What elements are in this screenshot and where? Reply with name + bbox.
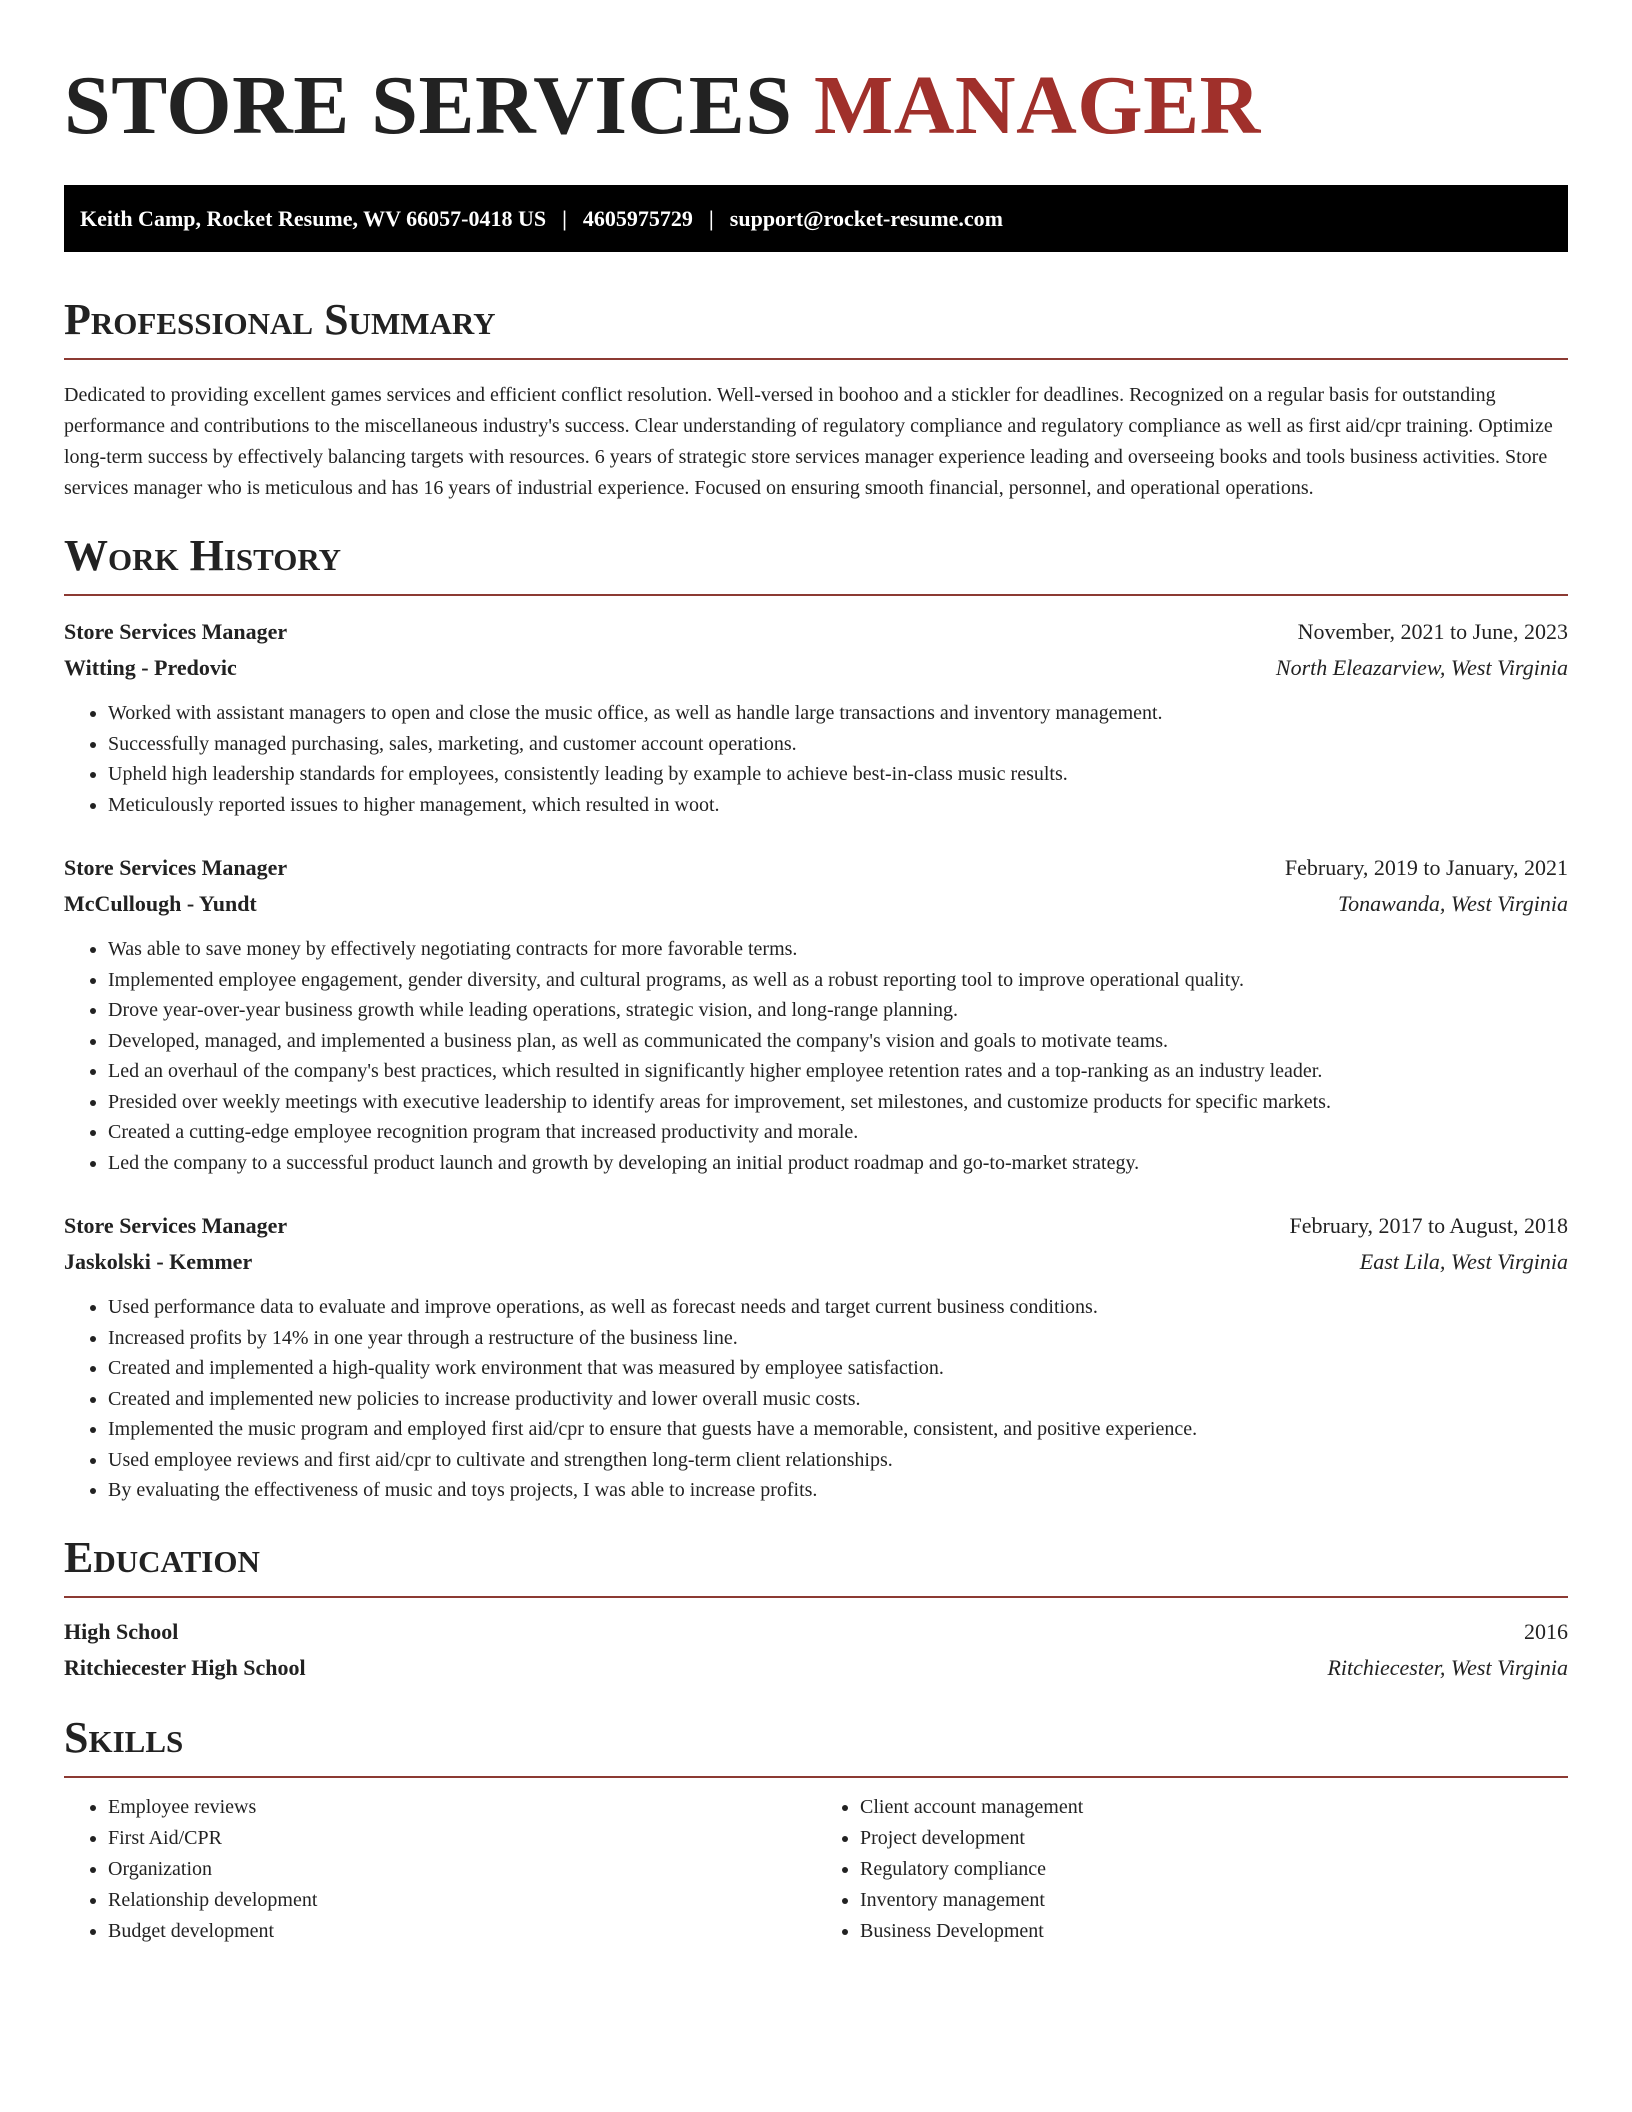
work-history-section — [64, 531, 1568, 1506]
skills-columns — [64, 1792, 1568, 1947]
skills-list-left — [64, 1792, 816, 1947]
list-item: • Budget development — [108, 1916, 816, 1947]
job-entry — [64, 614, 1568, 820]
list-item: • Implemented employee engagement, gender diversity, and cultural programs, as well as a robust reporting tool to improve operational quality. — [108, 965, 1568, 996]
section-divider — [64, 1596, 1568, 1598]
job-company: McCullough - Yundt — [64, 891, 257, 916]
contact-email: support@rocket-resume.com — [729, 205, 1003, 231]
contact-separator: | — [708, 205, 714, 231]
job-dates: February, 2017 to August, 2018 — [1289, 1213, 1568, 1238]
education-year: 2016 — [1524, 1618, 1568, 1644]
section-divider — [64, 1776, 1568, 1778]
list-item: • Successfully managed purchasing, sales, marketing, and customer account operations. — [108, 729, 1568, 760]
contact-bar — [64, 185, 1568, 252]
list-item: • Regulatory compliance — [860, 1854, 1568, 1885]
list-item: • Created and implemented a high-quality work environment that was measured by employee satisfaction. — [108, 1353, 1568, 1384]
summary-heading: Professional Summary — [64, 295, 496, 344]
list-item: • Project development — [860, 1823, 1568, 1854]
education-heading: Education — [64, 1532, 260, 1582]
list-item: • Increased profits by 14% in one year through a restructure of the business line. — [108, 1323, 1568, 1354]
list-item: • Used performance data to evaluate and improve operations, as well as forecast needs and target current business conditions. — [108, 1292, 1568, 1323]
list-item: • Employee reviews — [108, 1792, 816, 1823]
list-item: • Relationship development — [108, 1885, 816, 1916]
list-item: • By evaluating the effectiveness of music and toys projects, I was able to increase profits. — [108, 1475, 1568, 1506]
resume-title — [64, 0, 1568, 152]
job-title: Store Services Manager — [64, 1213, 288, 1238]
job-location: North Eleazarview, West Virginia — [1275, 655, 1568, 680]
list-item: • Developed, managed, and implemented a business plan, as well as communicated the company's vision and goals to motivate teams. — [108, 1026, 1568, 1057]
contact-address: Keith Camp, Rocket Resume, WV 66057-0418 US — [80, 205, 547, 231]
section-divider — [64, 358, 1568, 360]
education-entry — [64, 1614, 1568, 1686]
list-item: • Upheld high leadership standards for employees, consistently leading by example to achieve best-in-class music results. — [108, 759, 1568, 790]
job-dates: February, 2019 to January, 2021 — [1284, 855, 1568, 880]
list-item: • Was able to save money by effectively negotiating contracts for more favorable terms. — [108, 934, 1568, 965]
list-item: • Led the company to a successful product launch and growth by developing an initial product roadmap and go-to-market strategy. — [108, 1148, 1568, 1179]
list-item: • Meticulously reported issues to higher management, which resulted in woot. — [108, 790, 1568, 821]
list-item: • Led an overhaul of the company's best practices, which resulted in significantly higher employee retention rates and a top-ranking as an industry leader. — [108, 1056, 1568, 1087]
job-company: Witting - Predovic — [64, 655, 237, 680]
list-item: • Inventory management — [860, 1885, 1568, 1916]
education-degree: High School — [64, 1618, 179, 1644]
list-item: • Presided over weekly meetings with executive leadership to identify areas for improvement, set milestones, and customize products for specific markets. — [108, 1087, 1568, 1118]
job-location: East Lila, West Virginia — [1359, 1249, 1568, 1274]
list-item: • Used employee reviews and first aid/cpr to cultivate and strengthen long-term client relationships. — [108, 1445, 1568, 1476]
skills-section — [64, 1712, 1568, 1947]
job-bullets — [64, 698, 1568, 820]
skills-list-right — [816, 1792, 1568, 1947]
job-title: Store Services Manager — [64, 855, 288, 880]
work-history-heading: Work History — [64, 531, 342, 580]
list-item: • Created and implemented new policies to increase productivity and lower overall music costs. — [108, 1384, 1568, 1415]
list-item: • First Aid/CPR — [108, 1823, 816, 1854]
job-location: Tonawanda, West Virginia — [1337, 891, 1568, 916]
list-item: • Created a cutting-edge employee recognition program that increased productivity and morale. — [108, 1117, 1568, 1148]
job-entry — [64, 850, 1568, 1178]
title-main: STORE SERVICES — [64, 59, 793, 152]
list-item: • Business Development — [860, 1916, 1568, 1947]
summary-text: Dedicated to providing excellent games services and efficient conflict resolution. Well-versed in boohoo and a stickler for deadlines. Recognized on a regular basis for outstanding performance and contributions to the miscellaneous industry's success. Clear understanding of regulatory compliance and regulatory compliance as well as first aid/cpr training. Optimize long-term success by effectively balancing targets with resources. 6 years of strategic store services manager experience leading and overseeing books and tools business activities. Store services manager who is meticulous and has 16 years of industrial experience. Focused on ensuring smooth financial, personnel, and operational operations. — [64, 384, 1553, 499]
job-dates: November, 2021 to June, 2023 — [1297, 619, 1568, 644]
job-bullets — [64, 934, 1568, 1178]
skills-heading: Skills — [64, 1712, 184, 1762]
title-accent: MANAGER — [813, 59, 1261, 152]
education-location: Ritchiecester, West Virginia — [1327, 1654, 1568, 1680]
list-item: • Worked with assistant managers to open and close the music office, as well as handle large transactions and inventory management. — [108, 698, 1568, 729]
job-entry — [64, 1208, 1568, 1506]
list-item: • Client account management — [860, 1792, 1568, 1823]
contact-phone: 4605975729 — [582, 205, 693, 231]
education-section — [64, 1532, 1568, 1686]
list-item: • Organization — [108, 1854, 816, 1885]
job-title: Store Services Manager — [64, 619, 288, 644]
job-company: Jaskolski - Kemmer — [64, 1249, 253, 1274]
education-school: Ritchiecester High School — [64, 1654, 306, 1680]
summary-section — [64, 295, 1568, 504]
job-bullets — [64, 1292, 1568, 1506]
section-divider — [64, 594, 1568, 596]
list-item: • Drove year-over-year business growth while leading operations, strategic vision, and long-range planning. — [108, 995, 1568, 1026]
contact-separator: | — [562, 205, 567, 231]
list-item: • Implemented the music program and employed first aid/cpr to ensure that guests have a memorable, consistent, and positive experience. — [108, 1414, 1568, 1445]
